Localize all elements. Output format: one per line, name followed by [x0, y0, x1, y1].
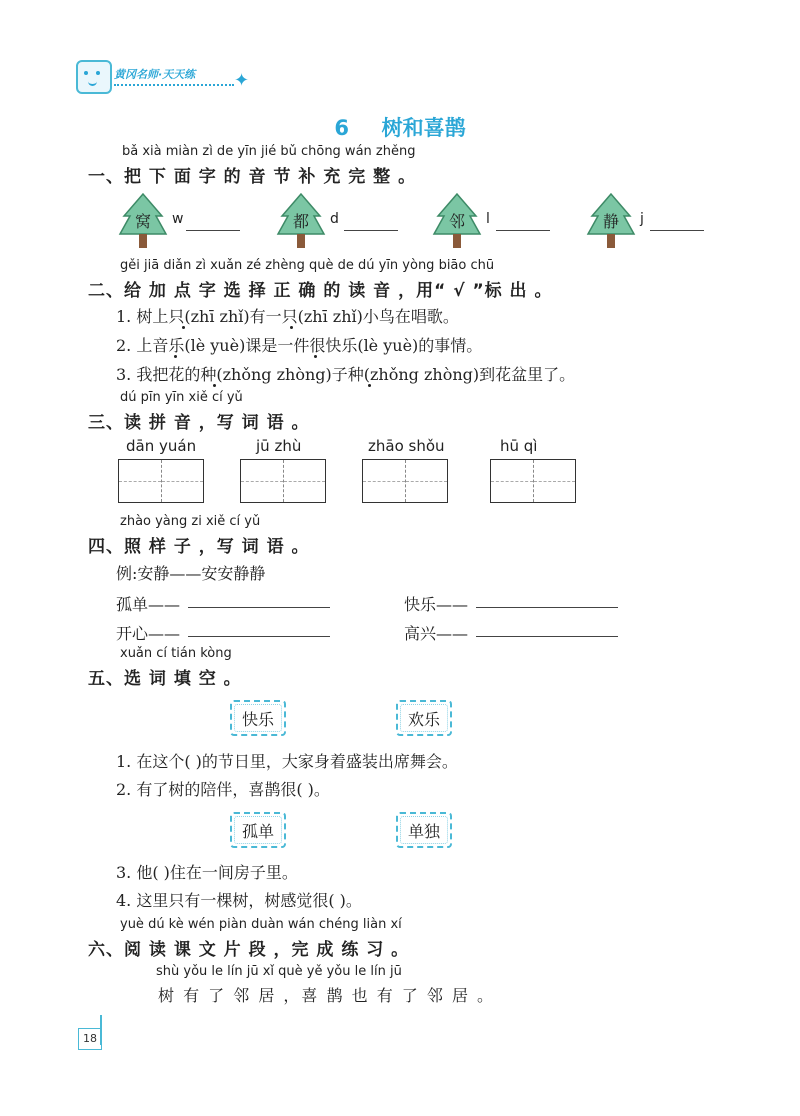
word-prompt: 开心—— [116, 624, 181, 643]
bear-logo-icon [76, 60, 112, 94]
header-brand [76, 56, 276, 96]
word-prompt: 高兴—— [404, 624, 469, 643]
fill-line-4: 4. 这里只有一棵树，树感觉很( )。 [116, 891, 362, 910]
lesson-name: 树和喜鹊 [381, 116, 466, 140]
word-choice-box [396, 812, 452, 848]
question-line-1: 1. 树上只(zhī zhǐ)有一只(zhī zhǐ)小鸟在唱歌。 [116, 307, 459, 326]
answer-line[interactable] [476, 636, 618, 637]
passage-text: 树 有 了 邻 居 ，喜 鹊 也 有 了 邻 居 。 [158, 986, 496, 1005]
sparkle-icon: ✦ [234, 70, 250, 91]
answer-line[interactable] [650, 230, 704, 231]
pinyin-word-4: hū qì [500, 437, 538, 455]
initial: l [486, 211, 490, 227]
question-line-3: 3. 我把花的种(zhǒng zhòng)子种(zhǒng zhòng)到花盆里了。 [116, 365, 576, 384]
lesson-title [0, 112, 800, 142]
section1-pinyin: bǎ xià miàn zì de yīn jié bǔ chōng wán zhěng [122, 144, 416, 159]
section6-label: 六、阅 读 课 文 片 段 ，完 成 练 习 。 [88, 940, 410, 960]
word-choice-box [396, 700, 452, 736]
pinyin-word-2: jū zhù [256, 437, 302, 455]
section2-label: 二、给 加 点 字 选 择 正 确 的 读 音 ，用“ √ ”标 出 。 [88, 281, 553, 301]
page-number: 18 [78, 1028, 102, 1050]
section2-pinyin: gěi jiā diǎn zì xuǎn zé zhèng què de dú yīn yòng biāo chū [120, 258, 495, 273]
emphasis-dot [213, 384, 216, 387]
answer-line[interactable] [344, 230, 398, 231]
answer-line[interactable] [188, 636, 330, 637]
word-choice: 孤单 [241, 821, 274, 841]
emphasis-dot [368, 384, 371, 387]
section3-pinyin: dú pīn yīn xiě cí yǔ [120, 390, 243, 405]
initial: j [640, 211, 644, 227]
writing-grid[interactable] [490, 459, 576, 503]
tree-char: 都 [292, 212, 309, 231]
fill-line-2: 2. 有了树的陪伴，喜鹊很( )。 [116, 780, 330, 799]
answer-line[interactable] [476, 607, 618, 608]
word-prompt: 孤单—— [116, 595, 181, 614]
word-choice-box [230, 700, 286, 736]
question-line-2: 2. 上音乐(lè yuè)课是一件很快乐(lè yuè)的事情。 [116, 336, 483, 355]
initial: w [172, 211, 184, 227]
section4-label: 四、照 样 子 ，写 词 语 。 [88, 537, 310, 557]
example-line: 例:安静——安安静静 [116, 564, 266, 583]
tree-char: 邻 [448, 212, 465, 231]
word-choice: 欢乐 [407, 709, 440, 729]
lesson-number: 6 [334, 116, 349, 140]
answer-line[interactable] [186, 230, 240, 231]
brand-underline [114, 84, 234, 86]
tree-char: 静 [602, 212, 619, 231]
emphasis-dot [290, 326, 293, 329]
section4-pinyin: zhào yàng zi xiě cí yǔ [120, 514, 261, 529]
word-prompt: 快乐—— [404, 595, 469, 614]
brand-text: 黄冈名师·天天练 [114, 68, 196, 81]
initial: d [330, 211, 339, 227]
writing-grid[interactable] [362, 459, 448, 503]
section1-label: 一、把 下 面 字 的 音 节 补 充 完 整 。 [88, 167, 417, 187]
fill-line-1: 1. 在这个( )的节日里，大家身着盛装出席舞会。 [116, 752, 458, 771]
pinyin-word-3: zhāo shǒu [368, 437, 445, 455]
section6-pinyin: yuè dú kè wén piàn duàn wán chéng liàn xí [120, 917, 402, 932]
writing-grid[interactable] [118, 459, 204, 503]
word-choice: 快乐 [241, 709, 274, 729]
answer-line[interactable] [188, 607, 330, 608]
section3-label: 三、读 拼 音 ，写 词 语 。 [88, 413, 310, 433]
word-choice-box [230, 812, 286, 848]
writing-grid[interactable] [240, 459, 326, 503]
word-choice: 单独 [407, 821, 440, 841]
answer-line[interactable] [496, 230, 550, 231]
section5-label: 五、选 词 填 空 。 [88, 669, 242, 689]
section5-pinyin: xuǎn cí tián kòng [120, 646, 232, 661]
fill-line-3: 3. 他( )住在一间房子里。 [116, 863, 298, 882]
emphasis-dot [182, 326, 185, 329]
pinyin-word-1: dān yuán [126, 437, 197, 455]
emphasis-dot [174, 355, 177, 358]
passage-pinyin: shù yǒu le lín jū xǐ què yě yǒu le lín jū [156, 964, 402, 979]
tree-char: 窝 [134, 212, 151, 231]
emphasis-dot [314, 355, 317, 358]
